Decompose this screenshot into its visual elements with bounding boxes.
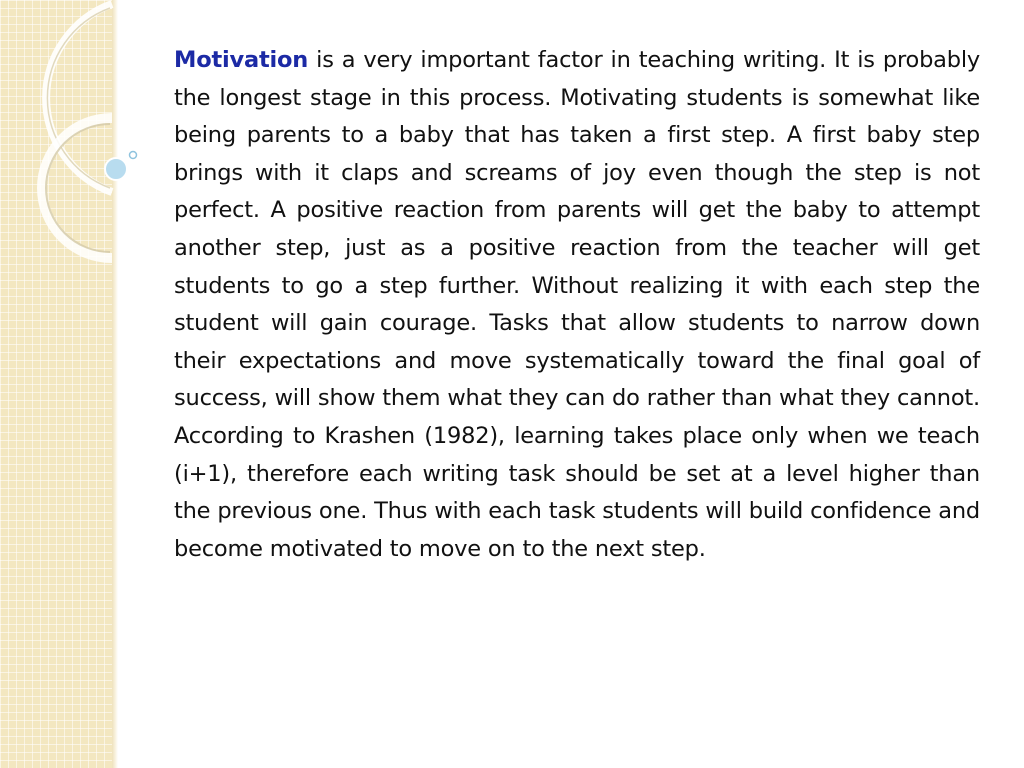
bubble-small [130,152,137,159]
keyword-motivation: Motivation [174,47,309,73]
bubble-large [105,158,127,180]
outer-arc [46,4,112,192]
decorative-arcs [0,0,200,320]
paragraph-body: is a very important factor in teaching writing. It is probably the longest stage in this process. Motivating students is somewhat like being parents to a baby that has taken a first step. A first baby step brings with it claps and screams of joy even though the step is not perfect. A positive reaction from parents will get the baby to attempt another step, just as a positive reaction from the teacher will get students to go a step further. Without realizing it with each step the student will gain courage. Tasks that allow students to narrow down their expectations and move systematically toward the final goal of success, will show them what they can do rather than what they cannot. According to Krashen (1982), learning takes place only when we teach (i+1), therefore each writing task should be set at a level higher than the previous one. Thus with each task students will build confidence and become motivated to move on to the next step. [174,47,980,562]
outer-arc-shadow [47,8,110,188]
slide-paragraph [174,42,980,568]
